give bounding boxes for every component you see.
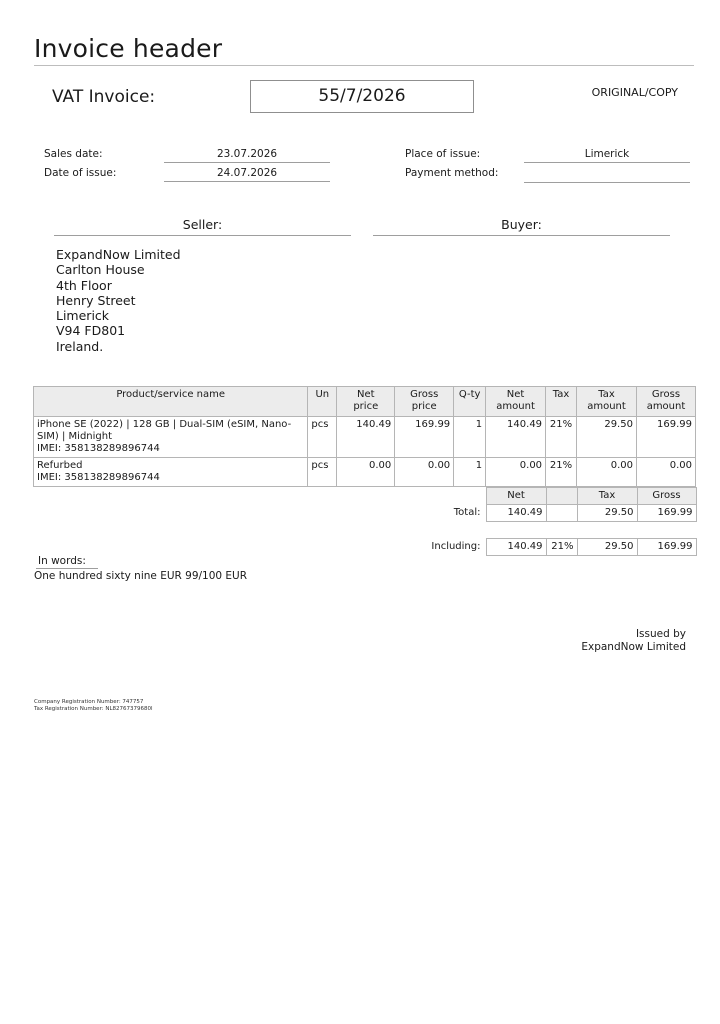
tax-amount-cell: 29.50 xyxy=(577,417,637,458)
tax-rate-cell: 21% xyxy=(546,417,577,458)
items-table xyxy=(33,386,696,487)
sales-date-label: Sales date: xyxy=(44,148,103,160)
column-header-product: Product/service name xyxy=(34,387,308,417)
total-tax-rate xyxy=(546,505,577,522)
in-words-label: In words: xyxy=(36,555,98,569)
column-header-net-amount: Net amount xyxy=(486,387,546,417)
column-header-gross-amount: Gross amount xyxy=(636,387,695,417)
gross-amount-cell: 169.99 xyxy=(636,417,695,458)
column-header-net-price: Net price xyxy=(337,387,395,417)
issued-by xyxy=(520,628,686,653)
gross-price-cell: 169.99 xyxy=(395,417,454,458)
sales-date-value: 23.07.2026 xyxy=(164,148,330,163)
total-net: 140.49 xyxy=(486,505,546,522)
table-header-row xyxy=(34,387,696,417)
net-price-cell: 140.49 xyxy=(337,417,395,458)
payment-method-label: Payment method: xyxy=(405,167,499,179)
column-header-gross-price: Gross price xyxy=(395,387,454,417)
seller-line: ExpandNow Limited xyxy=(56,247,181,262)
seller-line: Henry Street xyxy=(56,292,136,308)
issue-date-value: 24.07.2026 xyxy=(164,167,330,182)
issued-by-label: Issued by xyxy=(635,628,686,640)
tax-registration-number: Tax Registration Number: NL82767379680l xyxy=(34,706,153,712)
including-tax-rate: 21% xyxy=(546,539,577,556)
seller-line: 4th Floor xyxy=(56,277,112,293)
total-row xyxy=(418,505,696,522)
place-of-issue-value: Limerick xyxy=(524,148,690,163)
issued-by-name: ExpandNow Limited xyxy=(581,640,686,653)
including-table xyxy=(418,538,697,556)
original-copy-label: ORIGINAL/COPY xyxy=(591,86,678,99)
quantity-cell: 1 xyxy=(454,458,486,487)
seller-line: Ireland. xyxy=(56,338,104,354)
in-words-value: One hundred sixty nine EUR 99/100 EUR xyxy=(34,570,248,582)
product-name-cell: iPhone SE (2022) | 128 GB | Dual-SIM (eSIM, Nano- SIM) | Midnight IMEI: 358138289896744 xyxy=(34,417,308,458)
including-label: Including: xyxy=(431,541,481,552)
invoice-number: 55/7/2026 xyxy=(250,80,474,113)
page-title: Invoice header xyxy=(34,34,223,63)
seller-line: Carlton House xyxy=(56,262,145,278)
totals-tax-header: Tax xyxy=(577,488,637,505)
including-tax: 29.50 xyxy=(577,539,637,556)
total-label: Total: xyxy=(453,507,481,518)
payment-method-value xyxy=(524,167,690,183)
including-row xyxy=(418,539,696,556)
seller-heading: Seller: xyxy=(54,217,351,236)
product-name-cell: Refurbed IMEI: 358138289896744 xyxy=(34,458,308,487)
column-header-tax-amount: Tax amount xyxy=(577,387,637,417)
tax-amount-cell: 0.00 xyxy=(577,458,637,487)
seller-address xyxy=(56,247,181,354)
table-row xyxy=(34,417,696,458)
including-net: 140.49 xyxy=(486,539,546,556)
totals-net-header: Net xyxy=(486,488,546,505)
quantity-cell: 1 xyxy=(454,417,486,458)
net-amount-cell: 0.00 xyxy=(486,458,546,487)
unit-cell: pcs xyxy=(308,458,337,487)
issue-date-label: Date of issue: xyxy=(44,167,117,179)
including-gross: 169.99 xyxy=(637,539,696,556)
totals-table xyxy=(418,487,697,522)
company-registration-number: Company Registration Number: 747757 xyxy=(34,699,144,705)
invoice-label: VAT Invoice: xyxy=(52,87,156,107)
net-price-cell: 0.00 xyxy=(337,458,395,487)
total-gross: 169.99 xyxy=(637,505,696,522)
totals-header-row xyxy=(418,488,696,505)
total-tax: 29.50 xyxy=(577,505,637,522)
tax-rate-cell: 21% xyxy=(546,458,577,487)
net-amount-cell: 140.49 xyxy=(486,417,546,458)
seller-line: V94 FD801 xyxy=(56,323,126,339)
column-header-tax: Tax xyxy=(546,387,577,417)
place-of-issue-label: Place of issue: xyxy=(405,148,481,160)
seller-line: Limerick xyxy=(56,308,110,324)
title-divider xyxy=(34,65,694,66)
column-header-quantity: Q-ty xyxy=(454,387,486,417)
column-header-unit: Un xyxy=(308,387,337,417)
buyer-heading: Buyer: xyxy=(373,217,670,236)
table-row xyxy=(34,458,696,487)
gross-amount-cell: 0.00 xyxy=(636,458,695,487)
gross-price-cell: 0.00 xyxy=(395,458,454,487)
totals-gross-header: Gross xyxy=(637,488,696,505)
unit-cell: pcs xyxy=(308,417,337,458)
